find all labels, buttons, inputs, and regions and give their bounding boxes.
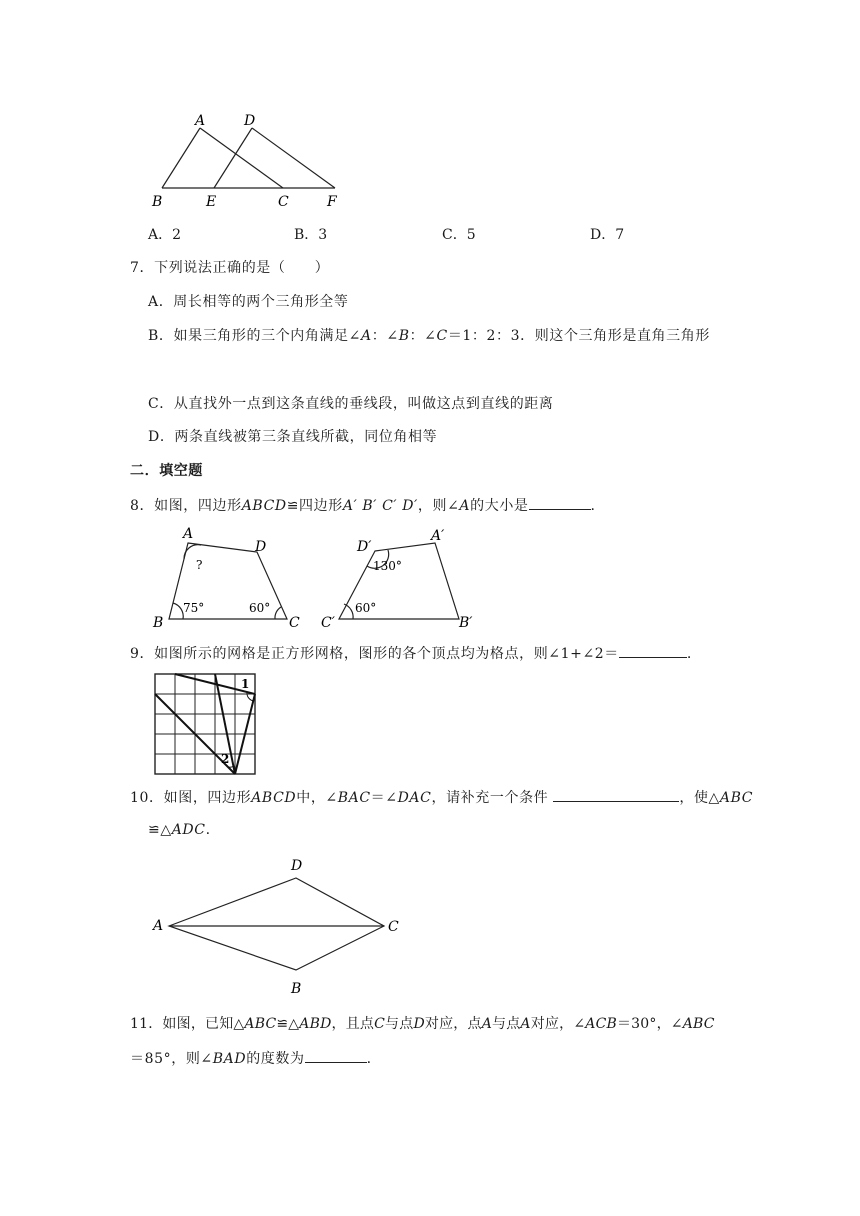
label-b: B xyxy=(153,615,164,631)
q11-abc: ABC xyxy=(244,1016,277,1032)
label-b: B xyxy=(152,194,163,210)
q8-angle-a: A xyxy=(459,498,471,514)
q10-abc: ABC xyxy=(719,790,754,806)
side-ed xyxy=(214,128,252,188)
q10-abcd: ABCD xyxy=(251,790,297,806)
q11-answer-blank[interactable] xyxy=(305,1048,367,1063)
label-d-prime: D′ xyxy=(357,539,372,555)
figure-q6-triangles xyxy=(140,105,360,215)
q11-l2a: ＝85°，则∠ xyxy=(130,1051,213,1067)
figure-q10-kite xyxy=(145,850,415,1000)
q10-l2a: ≌△ xyxy=(148,822,172,838)
q11-l1f: 与点 xyxy=(492,1016,521,1032)
label-c: C xyxy=(278,194,289,210)
q11-l1e: 对应，点 xyxy=(424,1016,482,1032)
q8-end: 的大小是 xyxy=(470,498,529,514)
grid-border xyxy=(155,674,255,774)
q7-b-part2: ：∠ xyxy=(371,328,399,344)
q10-answer-blank[interactable] xyxy=(553,787,679,802)
side-ac xyxy=(200,128,283,188)
q9-period: . xyxy=(686,646,692,662)
label-a-prime: A′ xyxy=(431,528,445,544)
label-a: A xyxy=(195,113,206,129)
q7-stem: 7．下列说法正确的是（ ） xyxy=(130,260,330,276)
figure-q8-quadrilaterals xyxy=(145,525,490,635)
label-b: B xyxy=(291,981,302,997)
q10-adc: ADC xyxy=(171,822,206,838)
q10-l1d: ，请补充一个条件 xyxy=(431,790,549,806)
q6-option-b[interactable]: B．3 xyxy=(294,227,328,243)
q10-l1a: 10．如图，四边形 xyxy=(130,790,252,806)
q11-line2 xyxy=(130,1048,372,1069)
label-c: C xyxy=(289,615,300,631)
q10-line2 xyxy=(148,820,211,840)
label-a: A xyxy=(183,526,194,542)
q11-c: C xyxy=(374,1016,386,1032)
label-question: ? xyxy=(196,558,203,572)
figure-q9-grid xyxy=(150,670,262,780)
q10-l1c: ＝∠ xyxy=(370,790,398,806)
label-angle-75: 75° xyxy=(183,601,205,615)
q8-abcd-prime: A′ B′ C′ D′ xyxy=(342,498,418,514)
q8-mid: ≌四边形 xyxy=(286,498,343,514)
label-b-prime: B′ xyxy=(459,615,473,631)
q9-answer-blank[interactable] xyxy=(619,643,687,658)
q11-l1g: 对应，∠ xyxy=(530,1016,586,1032)
label-a: A xyxy=(153,918,164,934)
q8-pre: 8．如图，四边形 xyxy=(130,498,242,514)
q11-l1h: ＝30°，∠ xyxy=(616,1016,683,1032)
q7-option-b[interactable] xyxy=(148,326,710,346)
q11-l1c: ，且点 xyxy=(331,1016,375,1032)
q11-l1b: ≌△ xyxy=(276,1016,300,1032)
side-ba xyxy=(162,128,200,188)
label-c: C xyxy=(388,919,399,935)
q7-b-part1: B．如果三角形的三个内角满足∠ xyxy=(148,328,362,344)
q9-text: 9．如图所示的网格是正方形网格，图形的各个顶点均为格点，则∠1+∠2＝ xyxy=(130,646,619,662)
label-d: D xyxy=(255,539,267,555)
q8-period: . xyxy=(590,498,596,514)
arc-angle-c xyxy=(275,607,281,619)
q8-post: ，则∠ xyxy=(417,498,460,514)
label-d: D xyxy=(291,858,303,874)
q7-b-angle-a: A xyxy=(361,328,372,344)
q11-a1: A xyxy=(481,1016,493,1032)
label-angle-130: 130° xyxy=(373,559,402,573)
quad-abcd xyxy=(169,878,384,970)
section-fill-in-title: 二．填空题 xyxy=(130,463,203,479)
q11-line1 xyxy=(130,1014,715,1034)
label-angle-1: 1 xyxy=(241,677,250,691)
q7-option-c[interactable]: C．从直找外一点到这条直线的垂线段，叫做这点到直线的距离 xyxy=(148,396,554,412)
q11-l1a: 11．如图，已知△ xyxy=(130,1016,245,1032)
q11-acb: ACB xyxy=(585,1016,617,1032)
q10-line1 xyxy=(130,787,753,808)
q11-d: D xyxy=(413,1016,425,1032)
q8-abcd: ABCD xyxy=(241,498,287,514)
label-d: D xyxy=(244,113,256,129)
q11-l2c: . xyxy=(366,1051,372,1067)
q7-b-part4: ＝1：2：3．则这个三角形是直角三角形 xyxy=(447,328,710,344)
q11-abd: ABD xyxy=(299,1016,332,1032)
q7-b-part3: ：∠ xyxy=(409,328,437,344)
q6-option-c[interactable]: C．5 xyxy=(442,227,476,243)
q7-option-d[interactable]: D．两条直线被第三条直线所截，同位角相等 xyxy=(148,429,438,445)
label-angle-2: 2 xyxy=(221,752,230,766)
q7-option-a[interactable]: A．周长相等的两个三角形全等 xyxy=(148,294,349,310)
q11-abc2: ABC xyxy=(682,1016,715,1032)
q10-dac: DAC xyxy=(397,790,432,806)
label-angle-60: 60° xyxy=(249,601,271,615)
q11-l2b: 的度数为 xyxy=(246,1051,305,1067)
q8-stem xyxy=(130,495,596,516)
label-angle-60-prime: 60° xyxy=(355,601,377,615)
q10-l1b: 中，∠ xyxy=(296,790,338,806)
label-e: E xyxy=(206,194,217,210)
side-df xyxy=(252,128,335,188)
arc-angle-b xyxy=(173,603,183,619)
q11-bad: BAD xyxy=(212,1051,247,1067)
q7-b-angle-c: C xyxy=(436,328,448,344)
q10-l2b: . xyxy=(205,822,211,838)
q7-b-angle-b: B xyxy=(398,328,410,344)
q10-bac: BAC xyxy=(337,790,371,806)
q10-l1e: ，使△ xyxy=(679,790,720,806)
label-c-prime: C′ xyxy=(321,615,335,631)
grid-lines xyxy=(155,674,255,774)
q6-option-a[interactable]: A．2 xyxy=(148,227,182,243)
q6-option-d[interactable]: D．7 xyxy=(590,227,625,243)
q11-l1d: 与点 xyxy=(385,1016,414,1032)
q8-answer-blank[interactable] xyxy=(529,495,591,510)
label-f: F xyxy=(327,194,337,210)
q9-stem xyxy=(130,643,692,664)
q11-a2: A xyxy=(520,1016,531,1032)
